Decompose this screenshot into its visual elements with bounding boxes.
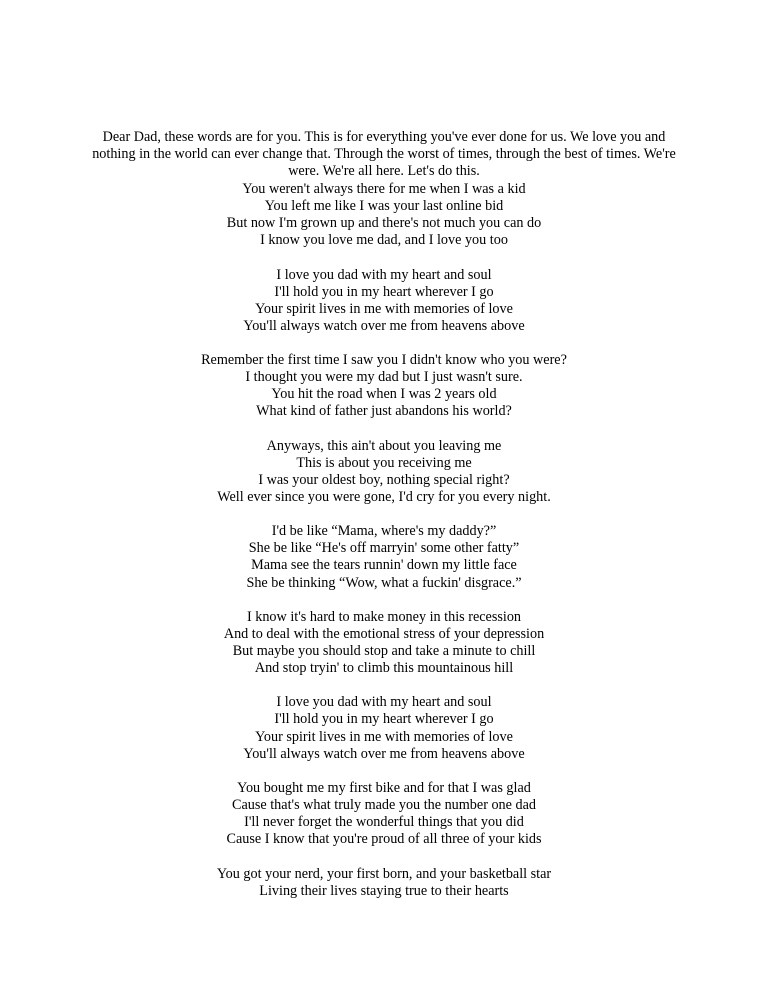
lyric-line: You'll always watch over me from heavens above [243,745,525,762]
stanza-2 [0,267,768,335]
lyric-line: And stop tryin' to climb this mountainous hill [254,660,514,677]
lyrics-body [0,181,768,917]
lyric-line: You bought me my first bike and for that I was glad [237,779,531,796]
stanza-4 [0,438,768,506]
lyric-line: What kind of father just abandons his world? [256,403,512,420]
stanza-7 [0,694,768,762]
lyric-line: But now I'm grown up and there's not much you can do [226,215,542,232]
lyric-line: I'd be like “Mama, where's my daddy?” [271,523,497,540]
lyric-line: Cause that's what truly made you the number one dad [232,797,536,814]
lyric-line: I love you dad with my heart and soul [276,266,492,283]
lyric-line: I'll hold you in my heart wherever I go [274,283,494,300]
lyric-line: She be like “He's off marryin' some other fatty” [248,540,520,557]
lyric-line: You weren't always there for me when I was a kid [242,181,526,197]
lyric-line: This is about you receiving me [296,454,472,471]
lyric-line: Remember the first time I saw you I didn't know who you were? [201,352,567,369]
intro-line: nothing in the world can ever change that. Through the worst of times, through the best of times. We're [92,146,676,163]
lyric-line: Your spirit lives in me with memories of love [255,728,513,745]
lyric-line: You hit the road when I was 2 years old [271,386,497,403]
lyric-line: But maybe you should stop and take a minute to chill [232,643,536,659]
lyric-line: Well ever since you were gone, I'd cry for you every night. [217,488,551,505]
stanza-9 [0,866,768,900]
lyric-line: I'll never forget the wonderful things that you did [244,814,524,831]
lyric-line: I know you love me dad, and I love you too [260,232,508,249]
lyric-line: I know it's hard to make money in this recession [246,608,522,625]
stanza-1 [0,181,768,249]
stanza-6 [0,609,768,677]
stanza-3 [0,352,768,420]
lyric-line: You got your nerd, your first born, and your basketball star [216,865,552,882]
lyric-line: Living their lives staying true to their hearts [259,882,509,899]
stanza-5 [0,523,768,591]
lyric-line: She be thinking “Wow, what a fuckin' disgrace.” [246,574,522,591]
lyric-line: Anyways, this ain't about you leaving me [266,437,502,454]
intro-line: were. We're all here. Let's do this. [288,163,480,180]
stanza-8 [0,780,768,848]
lyric-line: Mama see the tears runnin' down my little face [251,557,517,574]
lyric-line: And to deal with the emotional stress of your depression [223,625,545,642]
lyric-line: I love you dad with my heart and soul [276,694,492,711]
lyric-line: You'll always watch over me from heavens above [243,317,525,334]
lyric-line: You left me like I was your last online bid [264,198,504,215]
lyric-line: I'll hold you in my heart wherever I go [274,711,494,728]
lyric-line: I thought you were my dad but I just wasn't sure. [245,369,523,386]
intro-line: Dear Dad, these words are for you. This is for everything you've ever done for us. We love you and [102,129,666,145]
lyric-line: Cause I know that you're proud of all three of your kids [226,831,542,848]
lyric-line: I was your oldest boy, nothing special right? [258,471,510,488]
intro-paragraph [70,129,698,181]
lyric-line: Your spirit lives in me with memories of love [255,300,513,317]
